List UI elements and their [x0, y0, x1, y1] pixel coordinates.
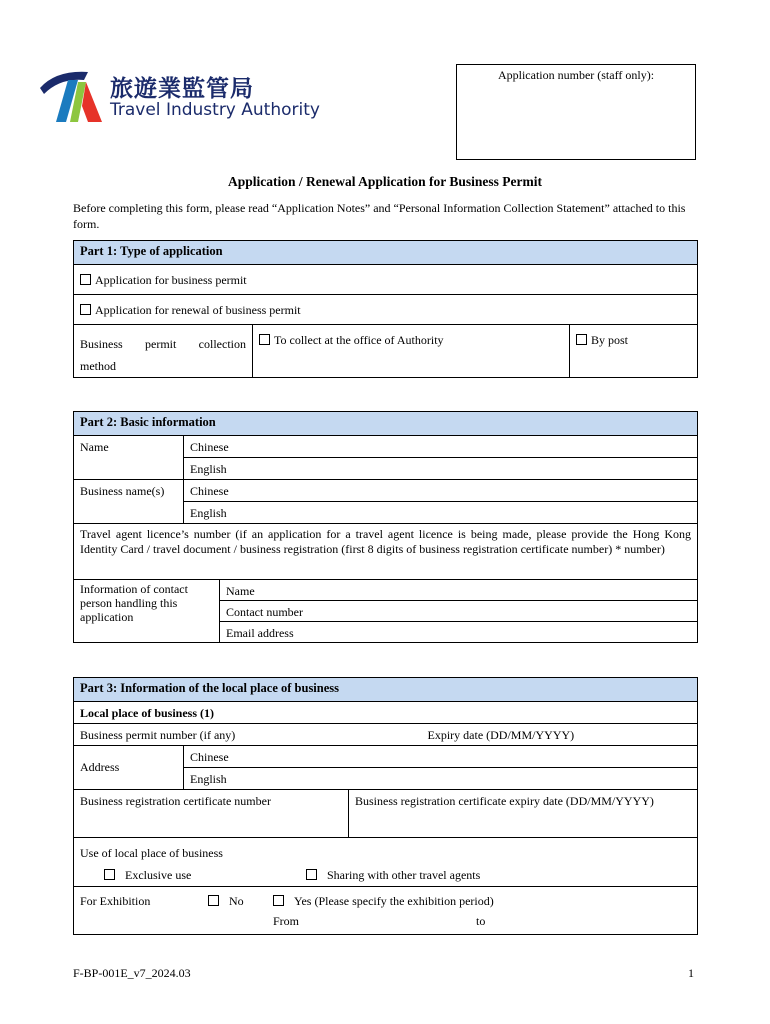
form-code: F-BP-001E_v7_2024.03 [73, 966, 191, 980]
logo-english-name: Travel Industry Authority [110, 100, 320, 120]
business-permit-number-label: Business permit number (if any) [80, 728, 236, 742]
option-by-post[interactable] [570, 325, 698, 378]
part2-header: Part 2: Basic information [74, 412, 698, 436]
licence-number-field[interactable] [74, 524, 698, 580]
contact-number-field[interactable] [220, 601, 698, 622]
option-exhibition-yes[interactable] [273, 891, 494, 911]
br-expiry-field[interactable] [349, 790, 698, 838]
option-business-permit[interactable] [74, 265, 698, 295]
option-renewal[interactable] [74, 295, 698, 325]
name-chinese-field[interactable] [184, 436, 698, 458]
name-chinese-label: Chinese [190, 440, 229, 454]
checkbox-exclusive-use[interactable] [104, 869, 115, 880]
option-exclusive-use[interactable] [104, 864, 191, 886]
collection-method-label: Business permit collection method [74, 325, 253, 378]
expiry-date-label: Expiry date (DD/MM/YYYY) [427, 728, 575, 742]
application-number-label: Application number (staff only): [497, 68, 655, 82]
br-number-label: Business registration certificate number [80, 794, 271, 808]
contact-email-label: Email address [226, 626, 294, 640]
option-sharing[interactable] [306, 864, 480, 886]
form-title: Application / Renewal Application for Business Permit [227, 174, 542, 189]
checkbox-collect-office[interactable] [259, 334, 270, 345]
checkbox-exhibition-no[interactable] [208, 895, 219, 906]
br-expiry-label: Business registration certificate expiry date (DD/MM/YYYY) [355, 794, 654, 808]
name-english-label: English [190, 462, 227, 476]
option-business-permit-label: Application for business permit [95, 273, 247, 287]
collect-office-label: To collect at the office of Authority [274, 333, 444, 347]
use-of-place-label: Use of local place of business [80, 846, 223, 860]
sharing-label: Sharing with other travel agents [327, 868, 481, 882]
local-place-subheader: Local place of business (1) [74, 702, 698, 724]
address-label: Address [74, 746, 184, 790]
business-name-english-field[interactable] [184, 502, 698, 524]
exhibition-label: For Exhibition [80, 894, 151, 908]
exhibition-period [80, 911, 691, 931]
use-of-place-options [80, 864, 691, 886]
business-name-chinese-label: Chinese [190, 484, 229, 498]
exhibition-no-label: No [229, 894, 244, 908]
exhibition-to-label: to [476, 914, 486, 928]
business-name-label: Business name(s) [74, 480, 184, 524]
exhibition-from-label: From [273, 914, 300, 928]
application-number-box[interactable] [456, 64, 696, 160]
part3-header: Part 3: Information of the local place of business [74, 678, 698, 702]
contact-person-label: Information of contact person handling this application [74, 580, 220, 643]
exhibition-row [74, 887, 698, 935]
contact-email-field[interactable] [220, 622, 698, 643]
address-chinese-label: Chinese [190, 750, 229, 764]
business-permit-number-field[interactable] [74, 724, 698, 746]
part1-table [73, 240, 698, 378]
checkbox-by-post[interactable] [576, 334, 587, 345]
page-number: 1 [688, 966, 694, 980]
licence-number-note: Travel agent licence’s number (if an application for a travel agent licence is being made, please provide the Hong Kong Identity Card / travel document / business registration (first 8 digits of business registration certificate number) * number) [80, 527, 692, 556]
part2-table [73, 411, 698, 643]
checkbox-exhibition-yes[interactable] [273, 895, 284, 906]
br-number-field[interactable] [74, 790, 349, 838]
address-english-field[interactable] [184, 768, 698, 790]
option-renewal-label: Application for renewal of business permit [95, 303, 301, 317]
option-collect-office[interactable] [253, 325, 570, 378]
tia-logo-icon [38, 66, 104, 124]
business-name-chinese-field[interactable] [184, 480, 698, 502]
exclusive-use-label: Exclusive use [125, 868, 192, 882]
intro-text: Before completing this form, please read “Application Notes” and “Personal Information Collection Statement” attached to this form. [73, 201, 686, 231]
contact-name-field[interactable] [220, 580, 698, 601]
name-label: Name [74, 436, 184, 480]
by-post-label: By post [591, 333, 629, 347]
contact-name-label: Name [226, 584, 255, 598]
address-english-label: English [190, 772, 227, 786]
part1-header: Part 1: Type of application [74, 241, 698, 265]
business-name-english-label: English [190, 506, 227, 520]
part3-table [73, 677, 698, 935]
option-exhibition-no[interactable] [208, 891, 244, 911]
address-chinese-field[interactable] [184, 746, 698, 768]
checkbox-business-permit[interactable] [80, 274, 91, 285]
exhibition-options [80, 891, 691, 911]
checkbox-sharing[interactable] [306, 869, 317, 880]
use-of-place-row [74, 838, 698, 887]
name-english-field[interactable] [184, 458, 698, 480]
logo-chinese-name: 旅遊業監管局 [110, 76, 254, 102]
contact-number-label: Contact number [226, 605, 303, 619]
checkbox-renewal[interactable] [80, 304, 91, 315]
exhibition-yes-label: Yes (Please specify the exhibition period) [294, 894, 494, 908]
